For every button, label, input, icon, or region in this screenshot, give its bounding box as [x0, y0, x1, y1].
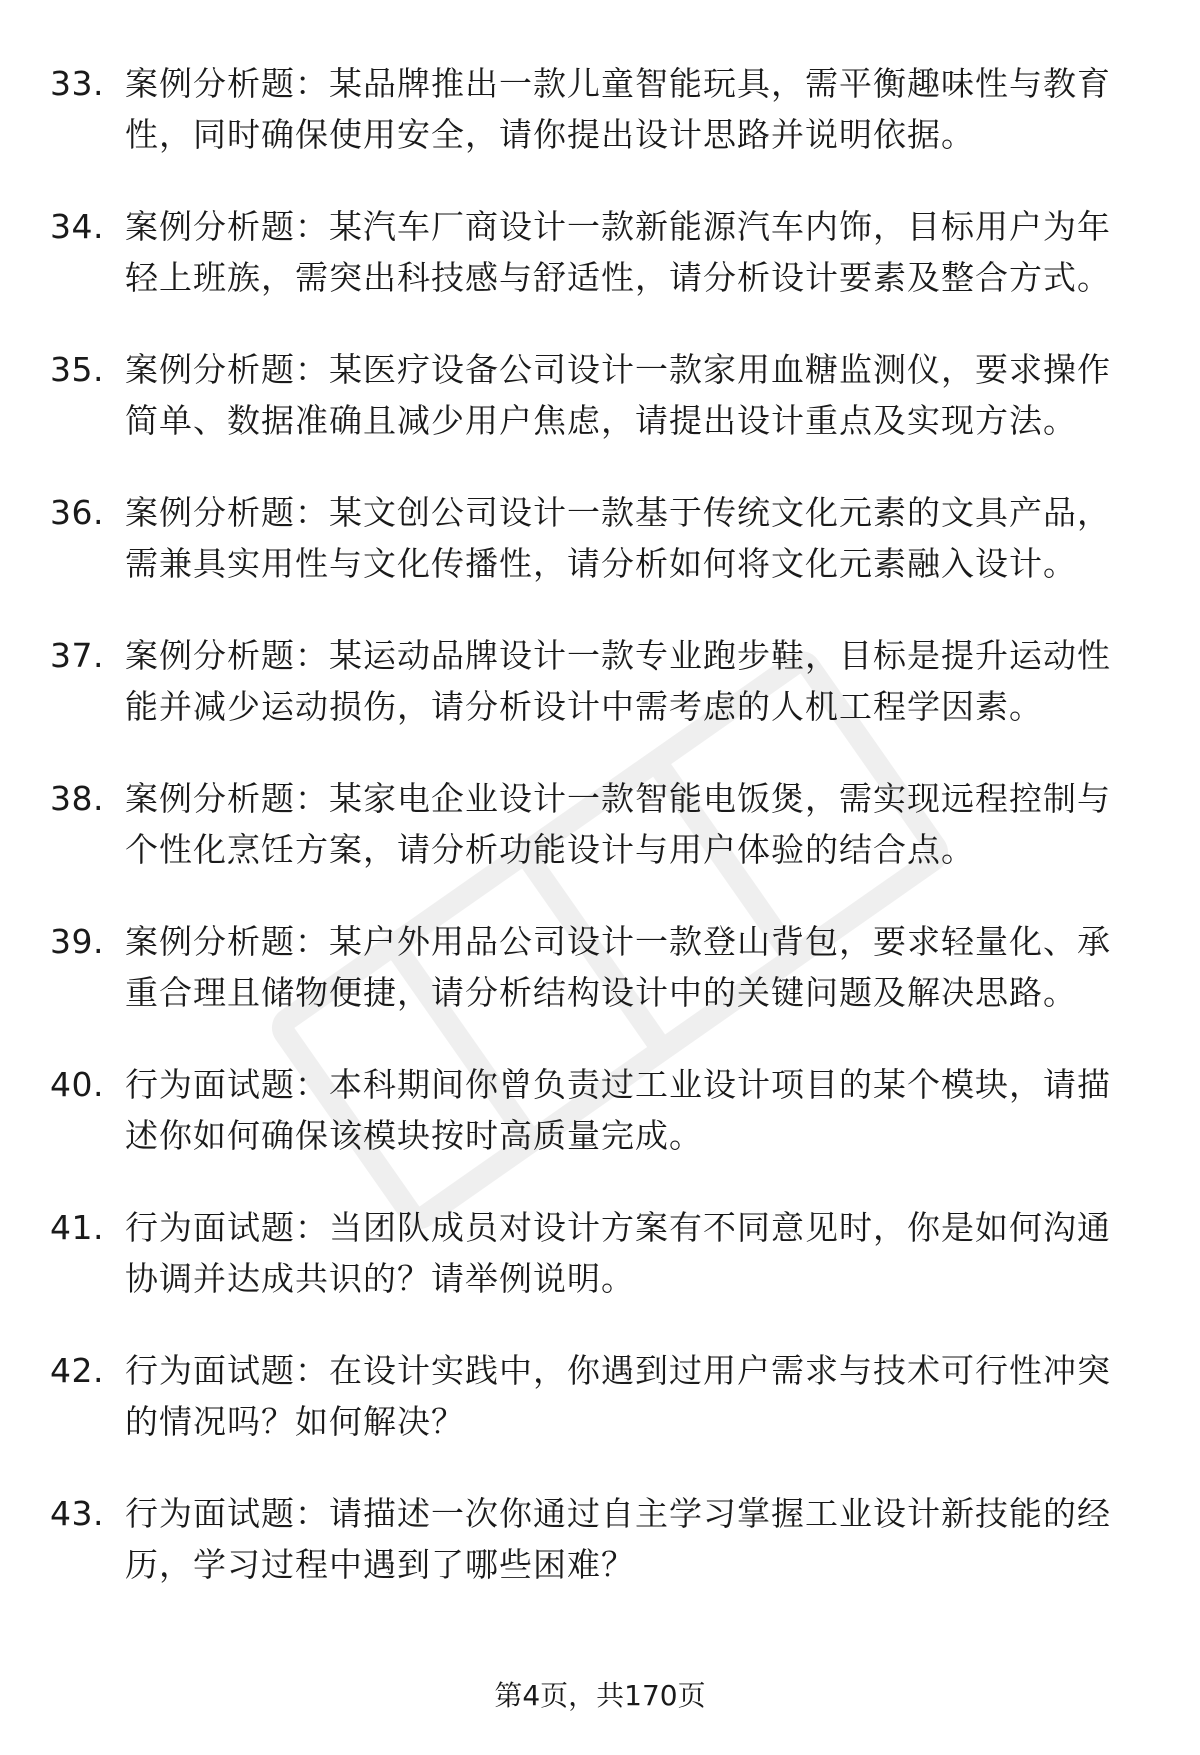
question-number: 39.: [50, 922, 104, 961]
question-number: 35.: [50, 350, 104, 389]
list-item: [50, 344, 1150, 446]
question-text: 行为面试题：请描述一次你通过自主学习掌握工业设计新技能的经历，学习过程中遇到了哪些困难？: [125, 1494, 1111, 1584]
list-item: [50, 916, 1150, 1018]
question-text: 行为面试题：本科期间你曾负责过工业设计项目的某个模块，请描述你如何确保该模块按时高质量完成。: [125, 1065, 1111, 1155]
question-number: 42.: [50, 1351, 104, 1390]
question-text: 行为面试题：当团队成员对设计方案有不同意见时，你是如何沟通协调并达成共识的？请举例说明。: [125, 1208, 1111, 1298]
question-text: 案例分析题：某文创公司设计一款基于传统文化元素的文具产品，需兼具实用性与文化传播性，请分析如何将文化元素融入设计。: [125, 493, 1111, 583]
list-item: [50, 773, 1150, 875]
question-text: 案例分析题：某运动品牌设计一款专业跑步鞋，目标是提升运动性能并减少运动损伤，请分析设计中需考虑的人机工程学因素。: [125, 636, 1111, 726]
question-number: 38.: [50, 779, 104, 818]
list-item: [50, 1488, 1150, 1590]
question-number: 33.: [50, 64, 104, 103]
question-number: 34.: [50, 207, 104, 246]
list-item: [50, 1345, 1150, 1447]
list-spacer: [50, 160, 1150, 201]
list-item: [50, 487, 1150, 589]
list-spacer: [50, 875, 1150, 916]
list-item: [50, 201, 1150, 303]
list-spacer: [50, 732, 1150, 773]
question-number: 36.: [50, 493, 104, 532]
list-spacer: [50, 1161, 1150, 1202]
question-text: 行为面试题：在设计实践中，你遇到过用户需求与技术可行性冲突的情况吗？如何解决？: [125, 1351, 1111, 1441]
list-item: [50, 630, 1150, 732]
question-text: 案例分析题：某品牌推出一款儿童智能玩具，需平衡趣味性与教育性，同时确保使用安全，请你提出设计思路并说明依据。: [125, 64, 1111, 154]
page-footer: 第4页，共170页: [494, 1679, 706, 1712]
question-text: 案例分析题：某户外用品公司设计一款登山背包，要求轻量化、承重合理且储物便捷，请分析结构设计中的关键问题及解决思路。: [125, 922, 1111, 1012]
list-spacer: [50, 1304, 1150, 1345]
list-item: [50, 1202, 1150, 1304]
question-number: 43.: [50, 1494, 104, 1533]
question-text: 案例分析题：某家电企业设计一款智能电饭煲，需实现远程控制与个性化烹饪方案，请分析功能设计与用户体验的结合点。: [125, 779, 1111, 869]
list-spacer: [50, 1447, 1150, 1488]
list-spacer: [50, 446, 1150, 487]
question-list: [50, 58, 1150, 1590]
question-text: 案例分析题：某医疗设备公司设计一款家用血糖监测仪，要求操作简单、数据准确且减少用户焦虑，请提出设计重点及实现方法。: [125, 350, 1111, 440]
question-number: 41.: [50, 1208, 104, 1247]
list-spacer: [50, 303, 1150, 344]
question-number: 40.: [50, 1065, 104, 1104]
question-text: 案例分析题：某汽车厂商设计一款新能源汽车内饰，目标用户为年轻上班族，需突出科技感与舒适性，请分析设计要素及整合方式。: [125, 207, 1111, 297]
question-number: 37.: [50, 636, 104, 675]
list-spacer: [50, 1018, 1150, 1059]
list-item: [50, 58, 1150, 160]
list-item: [50, 1059, 1150, 1161]
list-spacer: [50, 589, 1150, 630]
